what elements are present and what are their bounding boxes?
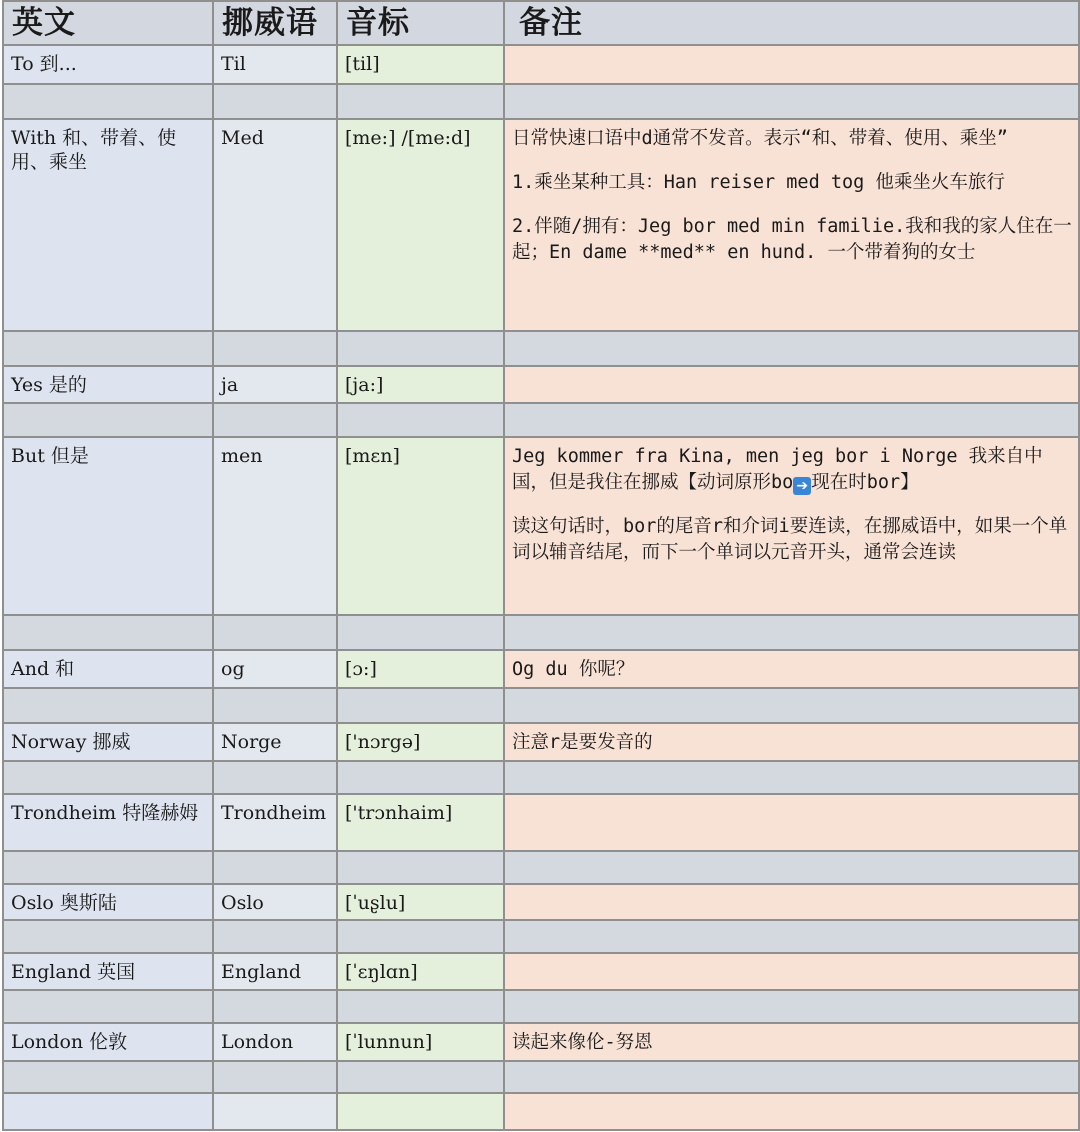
cell-english: Yes 是的 <box>3 366 213 403</box>
cell-notes <box>504 45 1079 84</box>
cell-notes <box>504 366 1079 403</box>
spacer-row <box>3 688 1079 723</box>
spacer-row <box>3 1061 1079 1093</box>
cell-notes <box>504 794 1079 851</box>
header-english: 英文 <box>3 1 213 45</box>
note-paragraph: 日常快速口语中d通常不发音。表示“和、带着、使用、乘坐” <box>512 128 1008 149</box>
cell-notes: Og du 你呢？ <box>504 650 1079 688</box>
cell-phonetic: [ɔ:] <box>337 650 504 688</box>
cell-norwegian: Til <box>213 45 337 84</box>
spacer-row <box>3 761 1079 794</box>
note-paragraph <box>512 444 1072 496</box>
spacer-row <box>3 990 1079 1023</box>
cell-norwegian: London <box>213 1023 337 1061</box>
cell-phonetic: [ˈuʂlu] <box>337 884 504 920</box>
table-header-row <box>3 1 1079 45</box>
cell-english: Norway 挪威 <box>3 723 213 761</box>
cell-phonetic: [ja:] <box>337 366 504 403</box>
cell-english: Oslo 奥斯陆 <box>3 884 213 920</box>
cell-notes <box>504 119 1079 331</box>
cell-norwegian: Med <box>213 119 337 331</box>
spacer-row <box>3 403 1079 437</box>
cell-english: And 和 <box>3 650 213 688</box>
spacer-row <box>3 615 1079 650</box>
table-row <box>3 884 1079 920</box>
cell-notes: 注意r是要发音的 <box>504 723 1079 761</box>
empty-row <box>3 1093 1079 1130</box>
cell-phonetic: [til] <box>337 45 504 84</box>
cell-notes <box>504 437 1079 615</box>
header-norwegian: 挪威语 <box>213 1 337 45</box>
spacer-row <box>3 851 1079 884</box>
cell-phonetic: [mɛn] <box>337 437 504 615</box>
cell-norwegian: ja <box>213 366 337 403</box>
cell-norwegian: men <box>213 437 337 615</box>
cell-english: London 伦敦 <box>3 1023 213 1061</box>
header-notes: 备注 <box>504 1 1079 45</box>
cell-notes: 读起来像伦-努恩 <box>504 1023 1079 1061</box>
table-row <box>3 953 1079 990</box>
spacer-row <box>3 84 1079 119</box>
note-paragraph: 2.伴随/拥有：Jeg bor med min familie.我和我的家人住在一起；En dame **med** en hund. 一个带着狗的女士 <box>512 216 1072 263</box>
right-arrow-icon: ➔ <box>793 477 811 495</box>
cell-norwegian: Norge <box>213 723 337 761</box>
cell-english: With 和、带着、使用、乘坐 <box>3 119 213 331</box>
table-row <box>3 794 1079 851</box>
note-text: Jeg kommer fra Kina, men jeg bor i Norge 我来自中国，但是我住在挪威【动词原形bo <box>512 446 1043 493</box>
table-row <box>3 437 1079 615</box>
vocabulary-table <box>2 0 1080 1131</box>
cell-norwegian: Oslo <box>213 884 337 920</box>
cell-norwegian: Trondheim <box>213 794 337 851</box>
header-phonetic: 音标 <box>337 1 504 45</box>
table-row <box>3 45 1079 84</box>
cell-english: England 英国 <box>3 953 213 990</box>
cell-phonetic: ['trɔnhaim] <box>337 794 504 851</box>
cell-phonetic: ['nɔrgə] <box>337 723 504 761</box>
spacer-row <box>3 920 1079 953</box>
cell-norwegian: og <box>213 650 337 688</box>
table-row <box>3 366 1079 403</box>
cell-english: Trondheim 特隆赫姆 <box>3 794 213 851</box>
cell-notes <box>504 884 1079 920</box>
note-paragraph: 读这句话时，bor的尾音r和介词i要连读，在挪威语中，如果一个单词以辅音结尾，而下一个单词以元音开头，通常会连读 <box>512 516 1068 563</box>
table-row <box>3 1023 1079 1061</box>
cell-phonetic: [ˈlunnun] <box>337 1023 504 1061</box>
cell-norwegian: England <box>213 953 337 990</box>
table-row <box>3 650 1079 688</box>
spacer-row <box>3 331 1079 366</box>
note-text: 现在时bor】 <box>811 472 919 493</box>
table-row <box>3 119 1079 331</box>
cell-english: To 到... <box>3 45 213 84</box>
note-paragraph: 1.乘坐某种工具：Han reiser med tog 他乘坐火车旅行 <box>512 172 1005 193</box>
cell-notes <box>504 953 1079 990</box>
cell-phonetic: [me:] /[me:d] <box>337 119 504 331</box>
cell-english: But 但是 <box>3 437 213 615</box>
table-row <box>3 723 1079 761</box>
cell-phonetic: [ˈɛŋlɑn] <box>337 953 504 990</box>
